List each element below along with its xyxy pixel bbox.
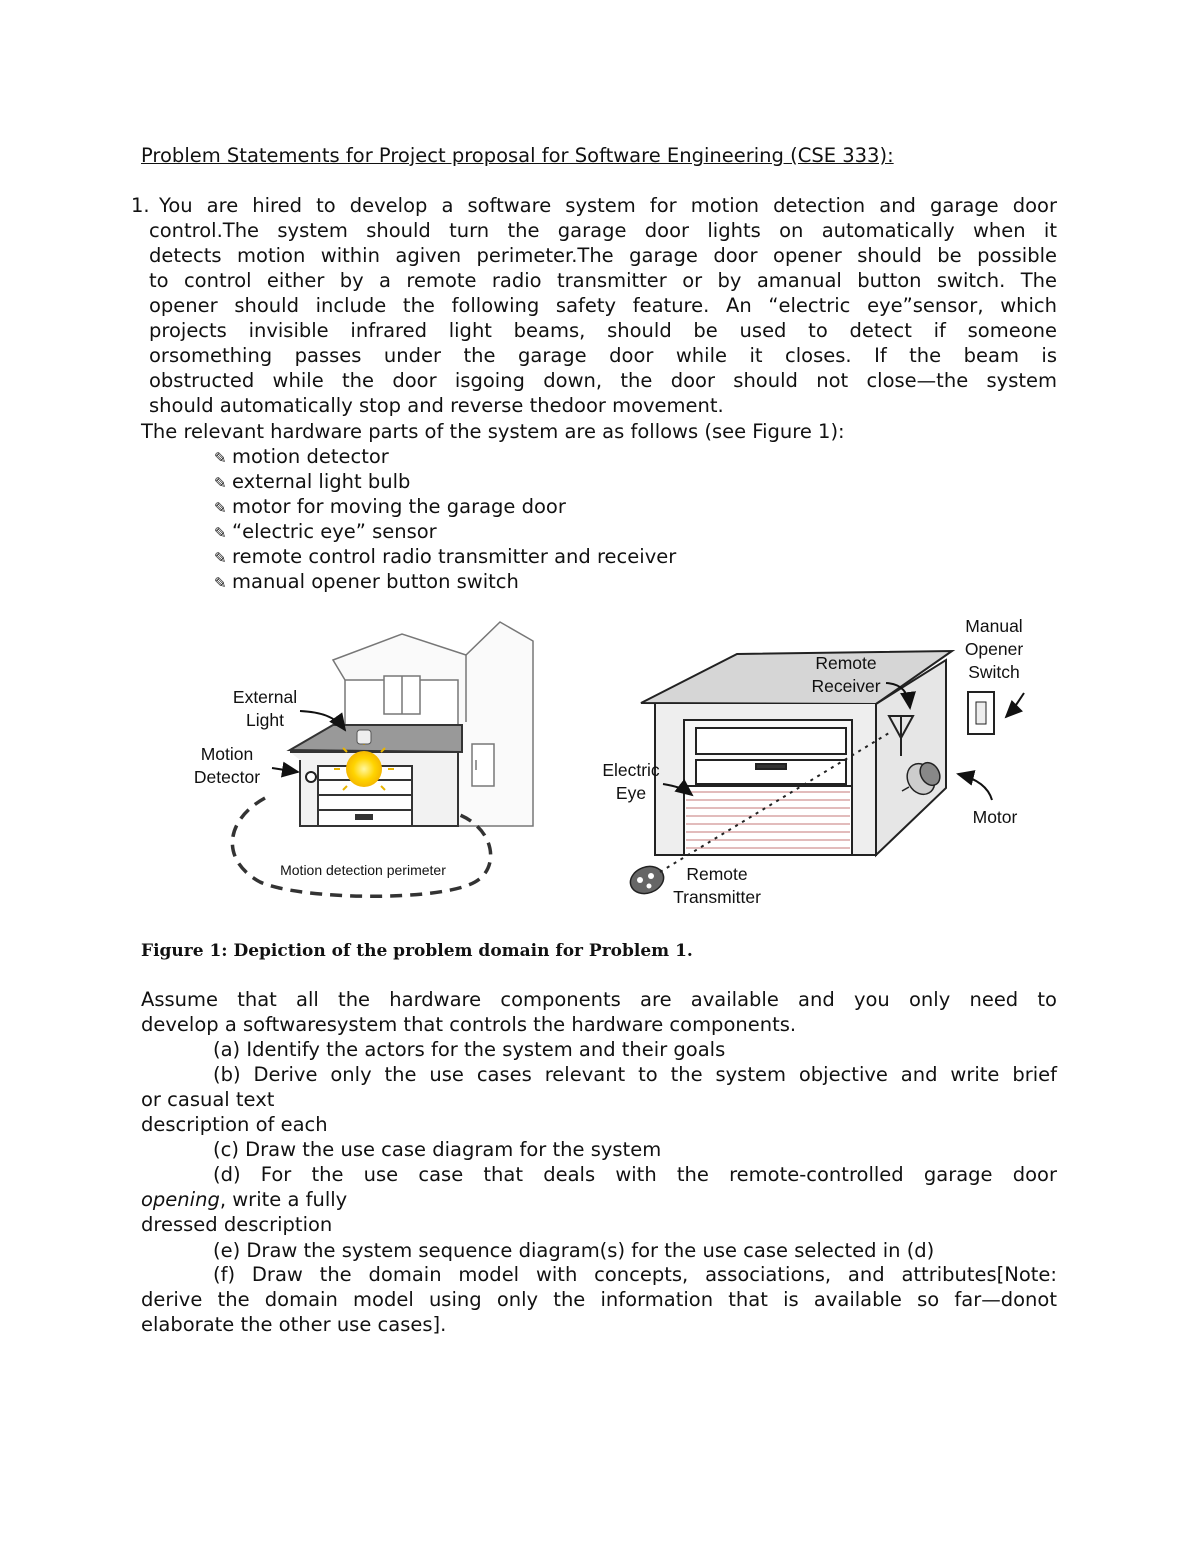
task-b: (b) Derive only the use cases relevant to the system objective and write brief xyxy=(213,1063,1057,1086)
problem-line: You are hired to develop a software system for motion detection and garage door xyxy=(159,194,1057,217)
assume-line: develop a softwaresystem that controls the hardware components. xyxy=(141,1013,797,1036)
task-e: (e) Draw the system sequence diagram(s) for the use case selected in (d) xyxy=(213,1239,935,1262)
problem-line: to control either by a remote radio transmitter or by amanual button switch. The xyxy=(149,269,1057,292)
manual-switch-arrow xyxy=(1006,693,1024,717)
pencil-bullet-icon: ✎ xyxy=(214,449,227,467)
label-remote-transmitter: Transmitter xyxy=(673,887,761,907)
pencil-bullet-icon: ✎ xyxy=(214,549,227,567)
page-title: Problem Statements for Project proposal for Software Engineering (CSE 333): xyxy=(141,144,894,167)
figure-caption: Figure 1: Depiction of the problem domain for Problem 1. xyxy=(141,941,693,961)
label-external-light: External xyxy=(232,687,298,707)
motor-arrow xyxy=(958,774,992,800)
task-d: (d) For the use case that deals with the remote-controlled garage door xyxy=(213,1163,1057,1186)
task-c: (c) Draw the use case diagram for the system xyxy=(213,1138,662,1161)
task-b: or casual text xyxy=(141,1088,275,1111)
motion-detector-arrow xyxy=(272,768,298,772)
label-electric-eye: Electric xyxy=(602,760,660,780)
label-motor: Motor xyxy=(972,807,1018,827)
label-manual-switch: Opener xyxy=(964,639,1024,659)
label-electric-eye: Eye xyxy=(615,783,647,803)
list-item: ✎ manual opener button switch xyxy=(214,569,519,596)
pencil-bullet-icon: ✎ xyxy=(214,499,227,517)
task-a: (a) Identify the actors for the system and their goals xyxy=(213,1038,726,1061)
problem-line: projects invisible infrared light beams, should be used to detect if someone xyxy=(149,319,1057,342)
pencil-bullet-icon: ✎ xyxy=(214,574,227,592)
assume-line: Assume that all the hardware components are available and you only need to xyxy=(141,988,1057,1011)
problem-line: orsomething passes under the garage door while it closes. If the beam is xyxy=(149,344,1057,367)
label-manual-switch: Switch xyxy=(968,662,1020,682)
label-remote-receiver: Receiver xyxy=(811,676,881,696)
task-b: description of each xyxy=(141,1113,328,1136)
hardware-intro: The relevant hardware parts of the system are as follows (see Figure 1): xyxy=(141,420,845,443)
label-external-light: Light xyxy=(246,710,284,730)
list-item: ✎ remote control radio transmitter and receiver xyxy=(214,544,676,571)
task-f: (f) Draw the domain model with concepts, associations, and attributes[Note: xyxy=(213,1263,1057,1286)
wall-switch-icon xyxy=(968,692,994,734)
task-f: derive the domain model using only the information that is available so far—donot xyxy=(141,1288,1057,1311)
label-motion-detector: Motion xyxy=(200,744,254,764)
problem-line: should automatically stop and reverse thedoor movement. xyxy=(149,394,724,417)
label-motion-detector: Detector xyxy=(193,767,261,787)
problem-line: detects motion within agiven perimeter.The garage door opener should be possible xyxy=(149,244,1057,267)
problem-line: obstructed while the door isgoing down, the door should not close—the system xyxy=(149,369,1057,392)
label-manual-switch: Manual xyxy=(965,616,1023,636)
pencil-bullet-icon: ✎ xyxy=(214,474,227,492)
list-item: ✎ “electric eye” sensor xyxy=(214,519,437,546)
task-f: elaborate the other use cases]. xyxy=(141,1313,447,1336)
label-remote-transmitter: Remote xyxy=(686,864,748,884)
pencil-bullet-icon: ✎ xyxy=(214,524,227,542)
list-item: ✎ external light bulb xyxy=(214,469,410,496)
motion-detector-icon xyxy=(306,772,316,782)
task-d: dressed description xyxy=(141,1213,333,1236)
task-d: opening, write a fully xyxy=(141,1188,348,1211)
label-perimeter: Motion detection perimeter xyxy=(280,862,446,878)
problem-number: 1. xyxy=(131,194,150,217)
figure-problem-domain xyxy=(0,600,1200,920)
label-remote-receiver: Remote xyxy=(815,653,877,673)
remote-transmitter-icon xyxy=(627,862,668,898)
problem-line: opener should include the following safety feature. An “electric eye”sensor, which xyxy=(149,294,1057,317)
list-item: ✎ motion detector xyxy=(214,444,389,471)
problem-line: control.The system should turn the garage door lights on automatically when it xyxy=(149,219,1057,242)
list-item: ✎ motor for moving the garage door xyxy=(214,494,566,521)
